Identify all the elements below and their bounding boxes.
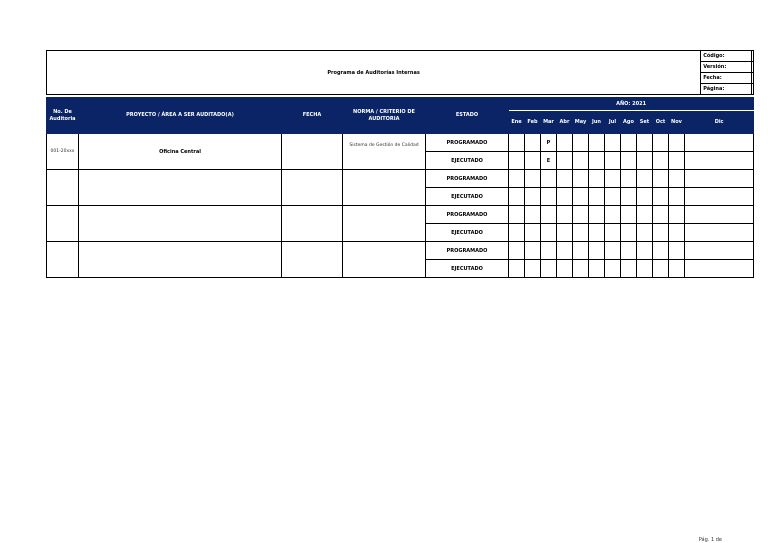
ejecutado-cell-dic[interactable]	[685, 152, 754, 170]
programado-cell-feb[interactable]	[525, 242, 541, 260]
ejecutado-cell-jun[interactable]	[589, 260, 605, 278]
estado-ejecutado-label: EJECUTADO	[426, 260, 509, 278]
page-number: Pág. 1 de	[698, 537, 722, 543]
ejecutado-cell-nov[interactable]	[669, 260, 685, 278]
programado-cell-ago[interactable]	[621, 206, 637, 224]
programado-cell-ene[interactable]	[509, 242, 525, 260]
ejecutado-cell-feb[interactable]	[525, 152, 541, 170]
ejecutado-cell-jul[interactable]	[605, 224, 621, 242]
ejecutado-cell-set[interactable]	[637, 152, 653, 170]
programado-cell-ene[interactable]	[509, 134, 525, 152]
month-header-may: May	[573, 111, 589, 134]
ejecutado-cell-jun[interactable]	[589, 188, 605, 206]
programado-cell-jul[interactable]	[605, 134, 621, 152]
estado-programado-label: PROGRAMADO	[426, 206, 509, 224]
programado-cell-nov[interactable]	[669, 134, 685, 152]
programado-cell-feb[interactable]	[525, 134, 541, 152]
ejecutado-cell-abr[interactable]	[557, 152, 573, 170]
project-cell[interactable]: Oficina Central	[79, 134, 282, 170]
programado-cell-ago[interactable]	[621, 134, 637, 152]
criteria-cell[interactable]	[343, 170, 426, 206]
programado-cell-ene[interactable]	[509, 170, 525, 188]
project-cell[interactable]	[79, 242, 282, 278]
programado-cell-abr[interactable]	[557, 242, 573, 260]
criteria-cell[interactable]	[343, 242, 426, 278]
ejecutado-cell-jun[interactable]	[589, 152, 605, 170]
ejecutado-cell-dic[interactable]	[685, 224, 754, 242]
programado-cell-feb[interactable]	[525, 206, 541, 224]
column-header-fecha: FECHA	[282, 98, 343, 134]
ejecutado-cell-ene[interactable]	[509, 188, 525, 206]
programado-cell-feb[interactable]	[525, 170, 541, 188]
estado-ejecutado-label: EJECUTADO	[426, 188, 509, 206]
ejecutado-cell-jun[interactable]	[589, 224, 605, 242]
programado-cell-dic[interactable]	[685, 206, 754, 224]
ejecutado-cell-feb[interactable]	[525, 260, 541, 278]
ejecutado-cell-set[interactable]	[637, 224, 653, 242]
programado-cell-set[interactable]	[637, 134, 653, 152]
month-header-ene: Ene	[509, 111, 525, 134]
ejecutado-cell-oct[interactable]	[653, 224, 669, 242]
date-cell[interactable]	[282, 170, 343, 206]
month-header-ago: Ago	[621, 111, 637, 134]
programado-cell-nov[interactable]	[669, 170, 685, 188]
ejecutado-cell-oct[interactable]	[653, 260, 669, 278]
programado-cell-mar[interactable]	[541, 170, 557, 188]
programado-cell-dic[interactable]	[685, 242, 754, 260]
ejecutado-cell-feb[interactable]	[525, 224, 541, 242]
month-header-mar: Mar	[541, 111, 557, 134]
ejecutado-cell-jul[interactable]	[605, 260, 621, 278]
ejecutado-cell-ene[interactable]	[509, 260, 525, 278]
ejecutado-cell-jul[interactable]	[605, 152, 621, 170]
ejecutado-cell-abr[interactable]	[557, 224, 573, 242]
ejecutado-cell-mar[interactable]: E	[541, 152, 557, 170]
ejecutado-cell-set[interactable]	[637, 260, 653, 278]
ejecutado-cell-mar[interactable]	[541, 224, 557, 242]
programado-cell-may[interactable]	[573, 134, 589, 152]
programado-cell-set[interactable]	[637, 206, 653, 224]
audit-row-programado	[47, 134, 754, 152]
audit-number-cell[interactable]	[47, 170, 79, 206]
ejecutado-cell-may[interactable]	[573, 224, 589, 242]
programado-cell-abr[interactable]	[557, 170, 573, 188]
programado-cell-ene[interactable]	[509, 206, 525, 224]
estado-programado-label: PROGRAMADO	[426, 242, 509, 260]
project-cell[interactable]	[79, 170, 282, 206]
month-header-nov: Nov	[669, 111, 685, 134]
ejecutado-cell-oct[interactable]	[653, 152, 669, 170]
ejecutado-cell-ene[interactable]	[509, 224, 525, 242]
programado-cell-oct[interactable]	[653, 242, 669, 260]
project-cell[interactable]	[79, 206, 282, 242]
meta-value-codigo[interactable]	[752, 51, 754, 62]
ejecutado-cell-ago[interactable]	[621, 260, 637, 278]
programado-cell-nov[interactable]	[669, 206, 685, 224]
column-header-year: AÑO: 2021	[509, 98, 754, 111]
meta-label-codigo: Código:	[701, 51, 752, 62]
audit-program-table	[46, 50, 754, 278]
ejecutado-cell-may[interactable]	[573, 260, 589, 278]
column-header-proyecto: PROYECTO / ÁREA A SER AUDITADO(A)	[79, 98, 282, 134]
meta-label-version: Versión:	[701, 62, 752, 73]
estado-programado-label: PROGRAMADO	[426, 134, 509, 152]
column-header-norma: NORMA / CRITERIO DE AUDITORIA	[343, 98, 426, 134]
programado-cell-abr[interactable]	[557, 206, 573, 224]
programado-cell-mar[interactable]	[541, 206, 557, 224]
ejecutado-cell-ago[interactable]	[621, 152, 637, 170]
audit-row-programado	[47, 170, 754, 188]
programado-cell-jul[interactable]	[605, 170, 621, 188]
programado-cell-mar[interactable]: P	[541, 134, 557, 152]
ejecutado-cell-dic[interactable]	[685, 260, 754, 278]
programado-cell-may[interactable]	[573, 170, 589, 188]
column-header-estado: ESTADO	[426, 98, 509, 134]
meta-value-version[interactable]	[752, 62, 754, 73]
programado-cell-dic[interactable]	[685, 170, 754, 188]
ejecutado-cell-nov[interactable]	[669, 188, 685, 206]
ejecutado-cell-set[interactable]	[637, 188, 653, 206]
ejecutado-cell-jul[interactable]	[605, 188, 621, 206]
ejecutado-cell-may[interactable]	[573, 188, 589, 206]
audit-program-sheet	[46, 50, 727, 278]
programado-cell-jul[interactable]	[605, 206, 621, 224]
programado-cell-ago[interactable]	[621, 170, 637, 188]
programado-cell-jun[interactable]	[589, 170, 605, 188]
ejecutado-cell-mar[interactable]	[541, 188, 557, 206]
month-header-jun: Jun	[589, 111, 605, 134]
month-header-dic: Dic	[685, 111, 754, 134]
programado-cell-jun[interactable]	[589, 242, 605, 260]
ejecutado-cell-abr[interactable]	[557, 188, 573, 206]
month-header-oct: Oct	[653, 111, 669, 134]
month-header-jul: Jul	[605, 111, 621, 134]
programado-cell-abr[interactable]	[557, 134, 573, 152]
ejecutado-cell-dic[interactable]	[685, 188, 754, 206]
audit-number-cell[interactable]	[47, 242, 79, 278]
estado-ejecutado-label: EJECUTADO	[426, 152, 509, 170]
programado-cell-may[interactable]	[573, 242, 589, 260]
programado-cell-set[interactable]	[637, 242, 653, 260]
estado-programado-label: PROGRAMADO	[426, 170, 509, 188]
column-header-no: No. De Auditoria	[47, 98, 79, 134]
programado-cell-may[interactable]	[573, 206, 589, 224]
meta-value-pagina[interactable]	[752, 84, 754, 95]
month-header-abr: Abr	[557, 111, 573, 134]
programado-cell-oct[interactable]	[653, 170, 669, 188]
programado-cell-dic[interactable]	[685, 134, 754, 152]
ejecutado-cell-mar[interactable]	[541, 260, 557, 278]
page-title: Programa de Auditorías Internas	[47, 51, 701, 95]
programado-cell-nov[interactable]	[669, 242, 685, 260]
ejecutado-cell-oct[interactable]	[653, 188, 669, 206]
ejecutado-cell-feb[interactable]	[525, 188, 541, 206]
criteria-cell[interactable]: Sistema de Gestión de Calidad	[343, 134, 426, 170]
meta-label-fecha: Fecha:	[701, 73, 752, 84]
ejecutado-cell-nov[interactable]	[669, 152, 685, 170]
ejecutado-cell-abr[interactable]	[557, 260, 573, 278]
programado-cell-oct[interactable]	[653, 134, 669, 152]
programado-cell-mar[interactable]	[541, 242, 557, 260]
programado-cell-oct[interactable]	[653, 206, 669, 224]
ejecutado-cell-may[interactable]	[573, 152, 589, 170]
ejecutado-cell-nov[interactable]	[669, 224, 685, 242]
date-cell[interactable]	[282, 206, 343, 242]
meta-value-fecha[interactable]	[752, 73, 754, 84]
date-cell[interactable]	[282, 134, 343, 170]
criteria-cell[interactable]	[343, 206, 426, 242]
audit-number-cell[interactable]	[47, 206, 79, 242]
month-header-set: Set	[637, 111, 653, 134]
programado-cell-jun[interactable]	[589, 206, 605, 224]
programado-cell-set[interactable]	[637, 170, 653, 188]
meta-label-pagina: Página:	[701, 84, 752, 95]
audit-row-programado	[47, 206, 754, 224]
date-cell[interactable]	[282, 242, 343, 278]
audit-number-cell[interactable]: 001-20xxx	[47, 134, 79, 170]
ejecutado-cell-ago[interactable]	[621, 224, 637, 242]
ejecutado-cell-ago[interactable]	[621, 188, 637, 206]
audit-row-programado	[47, 242, 754, 260]
estado-ejecutado-label: EJECUTADO	[426, 224, 509, 242]
programado-cell-jul[interactable]	[605, 242, 621, 260]
programado-cell-jun[interactable]	[589, 134, 605, 152]
programado-cell-ago[interactable]	[621, 242, 637, 260]
ejecutado-cell-ene[interactable]	[509, 152, 525, 170]
month-header-feb: Feb	[525, 111, 541, 134]
